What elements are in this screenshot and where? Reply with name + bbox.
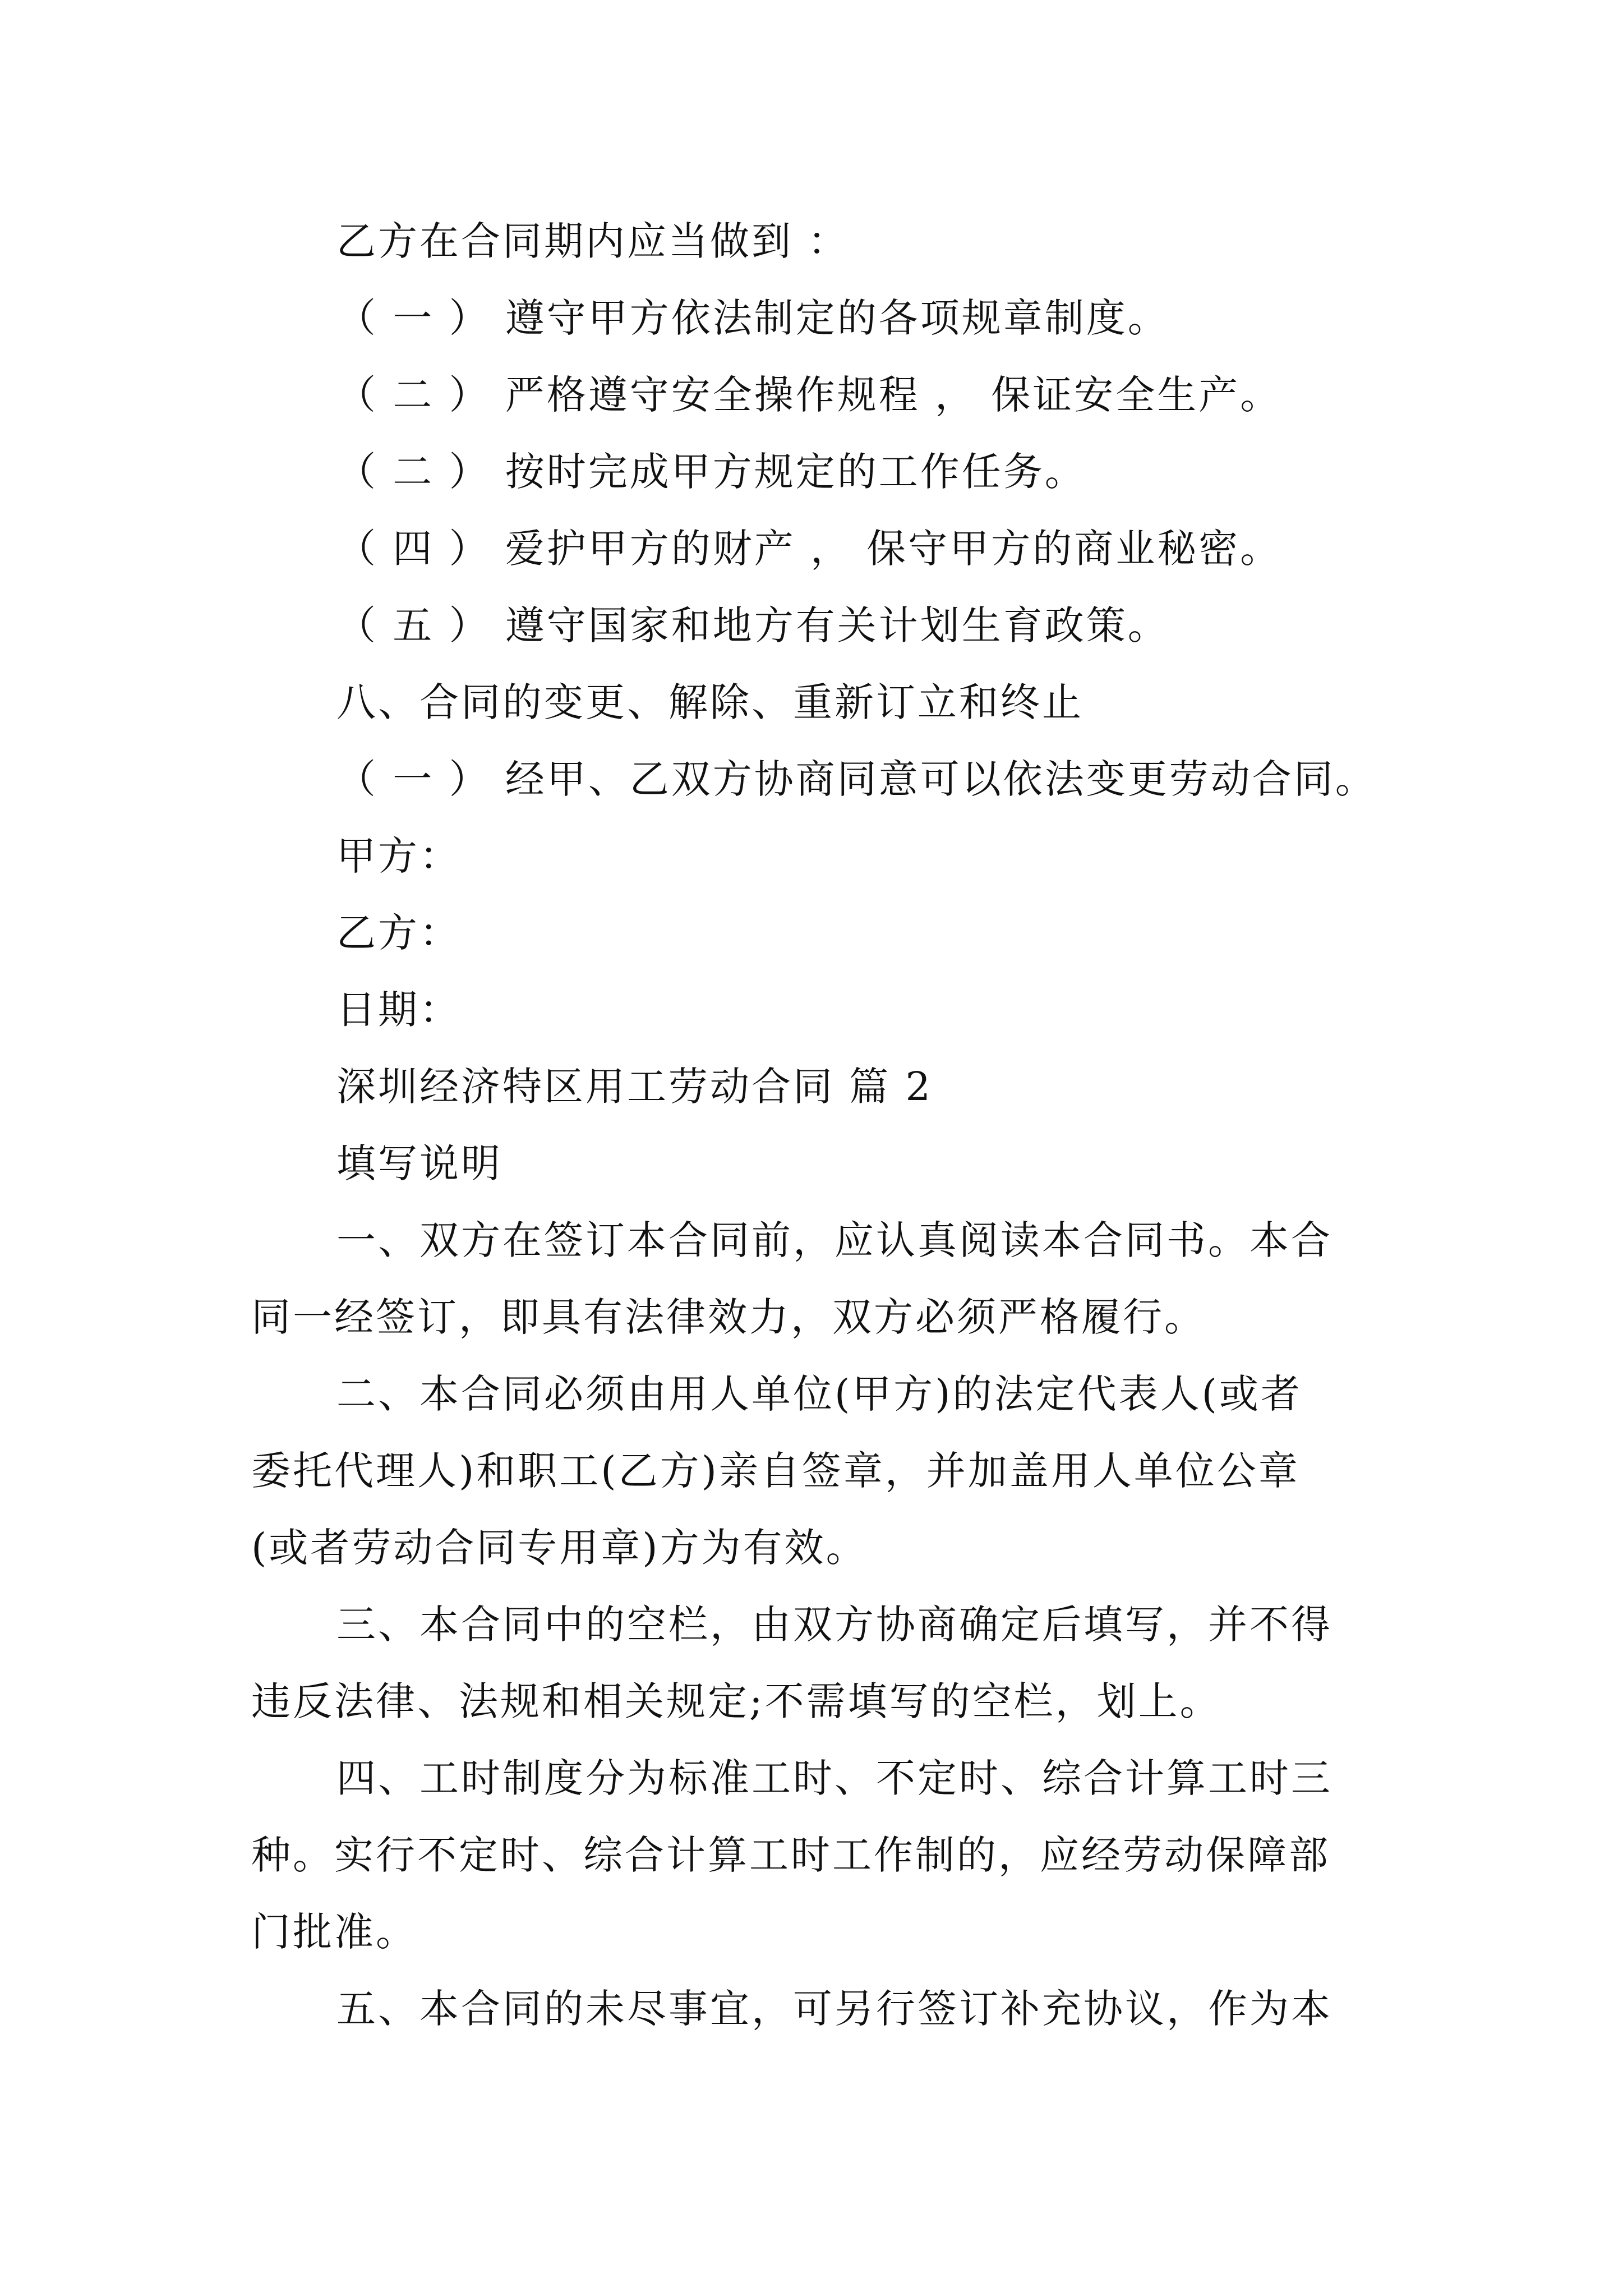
paragraph-line: 一、双方在签订本合同前，应认真阅读本合同书。本合 <box>336 1217 1332 1263</box>
text-line: （ 一 ） 经甲、乙双方协商同意可以依法变更劳动合同。 <box>336 756 1377 802</box>
paragraph-line: 委托代理人)和职工(乙方)亲自签章，并加盖用人单位公章 <box>251 1448 1300 1494</box>
section-heading: 填写说明 <box>336 1140 502 1186</box>
paragraph-line: 同一经签订，即具有法律效力，双方必须严格履行。 <box>251 1294 1206 1340</box>
text-line: （ 二 ） 严格遵守安全操作规程 ， 保证安全生产。 <box>336 372 1282 418</box>
paragraph-line: 种。实行不定时、综合计算工时工作制的，应经劳动保障部 <box>251 1832 1330 1878</box>
signature-label-date: 日期： <box>336 987 461 1033</box>
text-line: （ 四 ） 爱护甲方的财产 ， 保守甲方的商业秘密。 <box>336 526 1282 572</box>
text-line: （ 五 ） 遵守国家和地方有关计划生育政策。 <box>336 602 1169 648</box>
text-line: 乙方在合同期内应当做到 ： <box>336 218 850 264</box>
paragraph-line: 二、本合同必须由用人单位(甲方)的法定代表人(或者 <box>336 1371 1302 1417</box>
signature-label-party-b: 乙方： <box>336 910 461 956</box>
paragraph-line: 五、本合同的未尽事宜，可另行签订补充协议，作为本 <box>336 1986 1332 2032</box>
paragraph-line: (或者劳动合同专用章)方为有效。 <box>251 1525 868 1571</box>
paragraph-line: 四、工时制度分为标准工时、不定时、综合计算工时三 <box>336 1755 1332 1801</box>
text-line: （ 一 ） 遵守甲方依法制定的各项规章制度。 <box>336 295 1169 341</box>
text-line: （ 二 ） 按时完成甲方规定的工作任务。 <box>336 449 1086 495</box>
paragraph-line: 三、本合同中的空栏，由双方协商确定后填写，并不得 <box>336 1602 1332 1648</box>
section-heading: 八、合同的变更、解除、重新订立和终止 <box>336 679 1083 725</box>
signature-label-party-a: 甲方： <box>336 833 461 879</box>
paragraph-line: 门批准。 <box>251 1909 417 1955</box>
paragraph-line: 违反法律、法规和相关规定;不需填写的空栏，划上。 <box>251 1678 1221 1724</box>
document-title: 深圳经济特区用工劳动合同 篇 2 <box>336 1064 933 1110</box>
